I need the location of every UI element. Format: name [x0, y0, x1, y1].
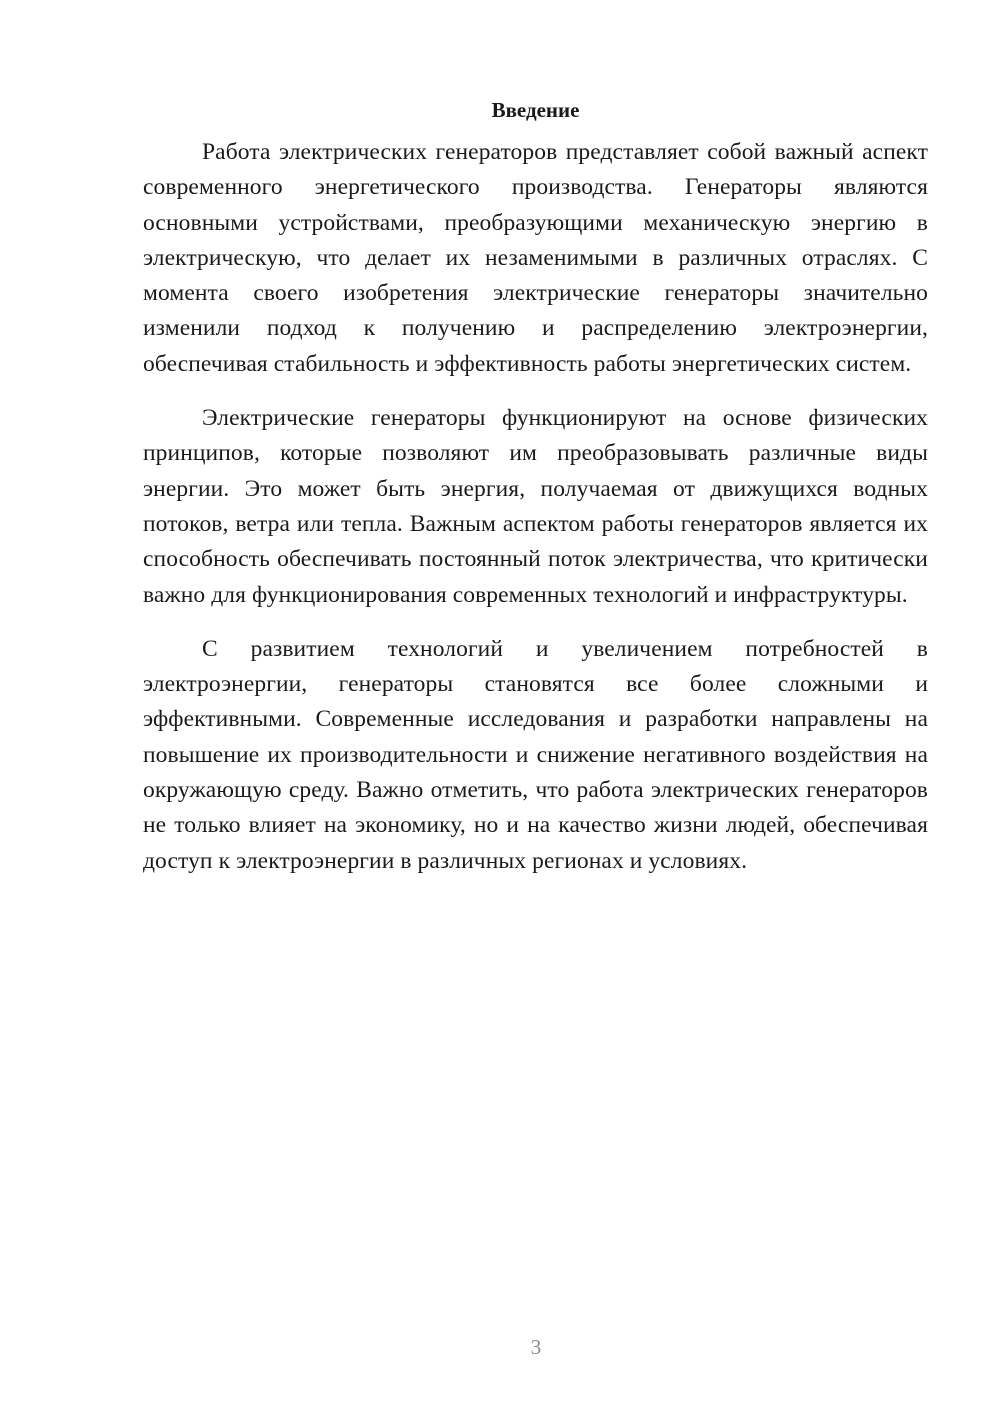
page-content [143, 92, 928, 898]
paragraph-1: Работа электрических генераторов представляет собой важный аспект современного энергетического производства. Генераторы являются основными устройствами, преобразующими механическую энергию в электрическую, что делает их незаменимыми в различных отраслях. С момента своего изобретения электрические генераторы значительно изменили подход к получению и распределению электроэнергии, обеспечивая стабильность и эффективность работы энергетических систем. [143, 139, 928, 377]
paragraph-3: С развитием технологий и увеличением потребностей в электроэнергии, генераторы становятся все более сложными и эффективными. Современные исследования и разработки направлены на повышение их производительности и снижение негативного воздействия на окружающую среду. Важно отметить, что работа электрических генераторов не только влияет на экономику, но и на качество жизни людей, обеспечивая доступ к электроэнергии в различных регионах и условиях. [143, 635, 928, 874]
section-heading: Введение [491, 98, 580, 122]
page-number: 3 [530, 1335, 542, 1359]
paragraph-2: Электрические генераторы функционируют на основе физических принципов, которые позволяют им преобразовывать различные виды энергии. Это может быть энергия, получаемая от движущихся водных потоков, ветра или тепла. Важным аспектом работы генераторов является их способность обеспечивать постоянный поток электричества, что критически важно для функционирования современных технологий и инфраструктуры. [143, 405, 928, 608]
